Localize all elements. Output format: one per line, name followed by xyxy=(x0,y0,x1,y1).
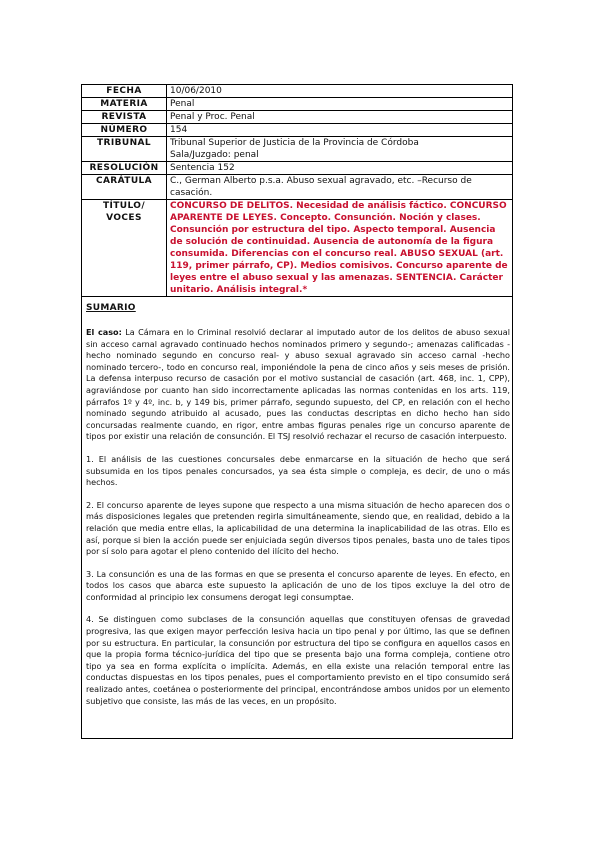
summary-paragraph-2: 2. El concurso aparente de leyes supone que respecto a una misma situación de hecho aparecen dos o más disposiciones legales que pretenden regirla simultáneamente, siendo que, en realidad, debido a la relación que media entre ellas, la aplicabilidad de una determina la inaplicabilidad de las otras. Ello es así, porque si bien la acción puede ser enjuiciada según diversos tipos penales, basta uno de tales tipos por sí solo para agotar el pleno contenido del ilícito del hecho. xyxy=(86,499,510,557)
tribunal-line-1: Tribunal Superior de Justicia de la Provincia de Córdoba xyxy=(170,138,419,148)
voces-label xyxy=(82,200,167,297)
case-label: El caso: xyxy=(86,327,122,337)
voces-label-line-1: TÍTULO/ xyxy=(102,201,146,211)
row-materia xyxy=(82,98,513,111)
fecha-value: 10/06/2010 xyxy=(167,85,513,98)
voces-label-line-2: VOCES xyxy=(106,213,142,223)
summary-paragraph-1: 1. El análisis de las cuestiones concursales debe enmarcarse en la situación de hecho que será subsumida en los tipos penales concursados, ya sea ésta simple o compleja, es decir, de uno o más hechos. xyxy=(86,453,510,488)
row-resolucion xyxy=(82,162,513,175)
fecha-label: FECHA xyxy=(82,85,167,98)
row-voces xyxy=(82,200,513,297)
case-text: La Cámara en lo Criminal resolvió declarar al imputado autor de los delitos de abuso sexual sin acceso carnal agravado continuado hechos nominados primero y segundo-; amenazas calificadas -hecho nominado segundo en concurso real- y abuso sexual agravado sin acceso carnal -hecho nominado tercero-, todo en concurso real, imponiéndole la pena de cinco años y seis meses de prisión. La defensa interpuso recurso de casación por el motivo sustancial de casación (art. 468, inc. 1, CPP), agraviándose por cuanto han sido incorrectamente aplicadas las normas contenidas en los arts. 119, párrafos 1º y 4º, inc. b, y 149 bis, primer párrafo, segundo supuesto, del CP, en relación con el hecho nominado segundo atribuido al acusado, pues las conductas descriptas en dicho hecho han sido concursadas realmente cuando, en rigor, entre ambas figuras penales rige un concurso aparente de tipos por existir una relación de consunción. El TSJ resolvió rechazar el recurso de casación interpuesto. xyxy=(86,327,510,442)
document-page xyxy=(81,84,513,739)
resolucion-label: RESOLUCIÓN xyxy=(82,162,167,175)
tribunal-line-2: Sala/Juzgado: penal xyxy=(170,150,259,160)
resolucion-value: Sentencia 152 xyxy=(167,162,513,175)
summary-title: SUMARIO xyxy=(86,303,136,313)
row-tribunal xyxy=(82,137,513,162)
voces-value: CONCURSO DE DELITOS. Necesidad de análisis fáctico. CONCURSO APARENTE DE LEYES. Concepto. Consunción. Noción y clases. Consunción por estructura del tipo. Aspecto temporal. Ausencia de solución de continuidad. Ausencia de autonomía de la figura consumida. Diferencias con el concurso real. ABUSO SEXUAL (art. 119, primer párrafo, CP). Medios comisivos. Concurso aparente de leyes entre el abuso sexual y las amenazas. SENTENCIA. Carácter unitario. Análisis integral.* xyxy=(167,200,513,297)
summary-body xyxy=(86,327,510,718)
revista-value: Penal y Proc. Penal xyxy=(167,111,513,124)
numero-label: NÚMERO xyxy=(82,124,167,137)
materia-value: Penal xyxy=(167,98,513,111)
summary-paragraph-4: 4. Se distinguen como subclases de la consunción aquellas que constituyen ofensas de gravedad progresiva, las que exigen mayor perfección lesiva hacia un tipo penal y por último, las que se definen por su estructura. En particular, la consunción por estructura del tipo se configura en aquellos casos en que la propia forma técnico-jurídica del tipo que se presenta bajo una forma compleja, contiene otro tipo ya sea en forma explícita o implícita. Además, en ella existe una relación temporal entre las conductas dispuestas en los tipos penales, pues el comportamiento previsto en el tipo consumido será realizado antes, coetánea o posteriormente del principal, encontrándose ambos unidos por un elemento subjetivo que consiste, las más de las veces, en un propósito. xyxy=(86,614,510,706)
summary-box xyxy=(81,297,513,739)
summary-paragraph-3: 3. La consunción es una de las formas en que se presenta el concurso aparente de leyes. En efecto, en todos los casos que abarca este supuesto la aplicación de uno de los tipos excluye la del otro de conformidad al principio lex consumens derogat legi consumptae. xyxy=(86,568,510,602)
row-revista xyxy=(82,111,513,124)
caratula-label: CARÁTULA xyxy=(82,175,167,200)
caratula-value: C., German Alberto p.s.a. Abuso sexual agravado, etc. –Recurso de casación. xyxy=(167,175,513,200)
revista-label: REVISTA xyxy=(82,111,167,124)
materia-label: MATERIA xyxy=(82,98,167,111)
row-numero xyxy=(82,124,513,137)
case-paragraph xyxy=(86,327,510,443)
metadata-table xyxy=(81,84,513,297)
row-caratula xyxy=(82,175,513,200)
numero-value: 154 xyxy=(167,124,513,137)
tribunal-value xyxy=(167,137,513,162)
row-fecha xyxy=(82,85,513,98)
tribunal-label: TRIBUNAL xyxy=(82,137,167,162)
